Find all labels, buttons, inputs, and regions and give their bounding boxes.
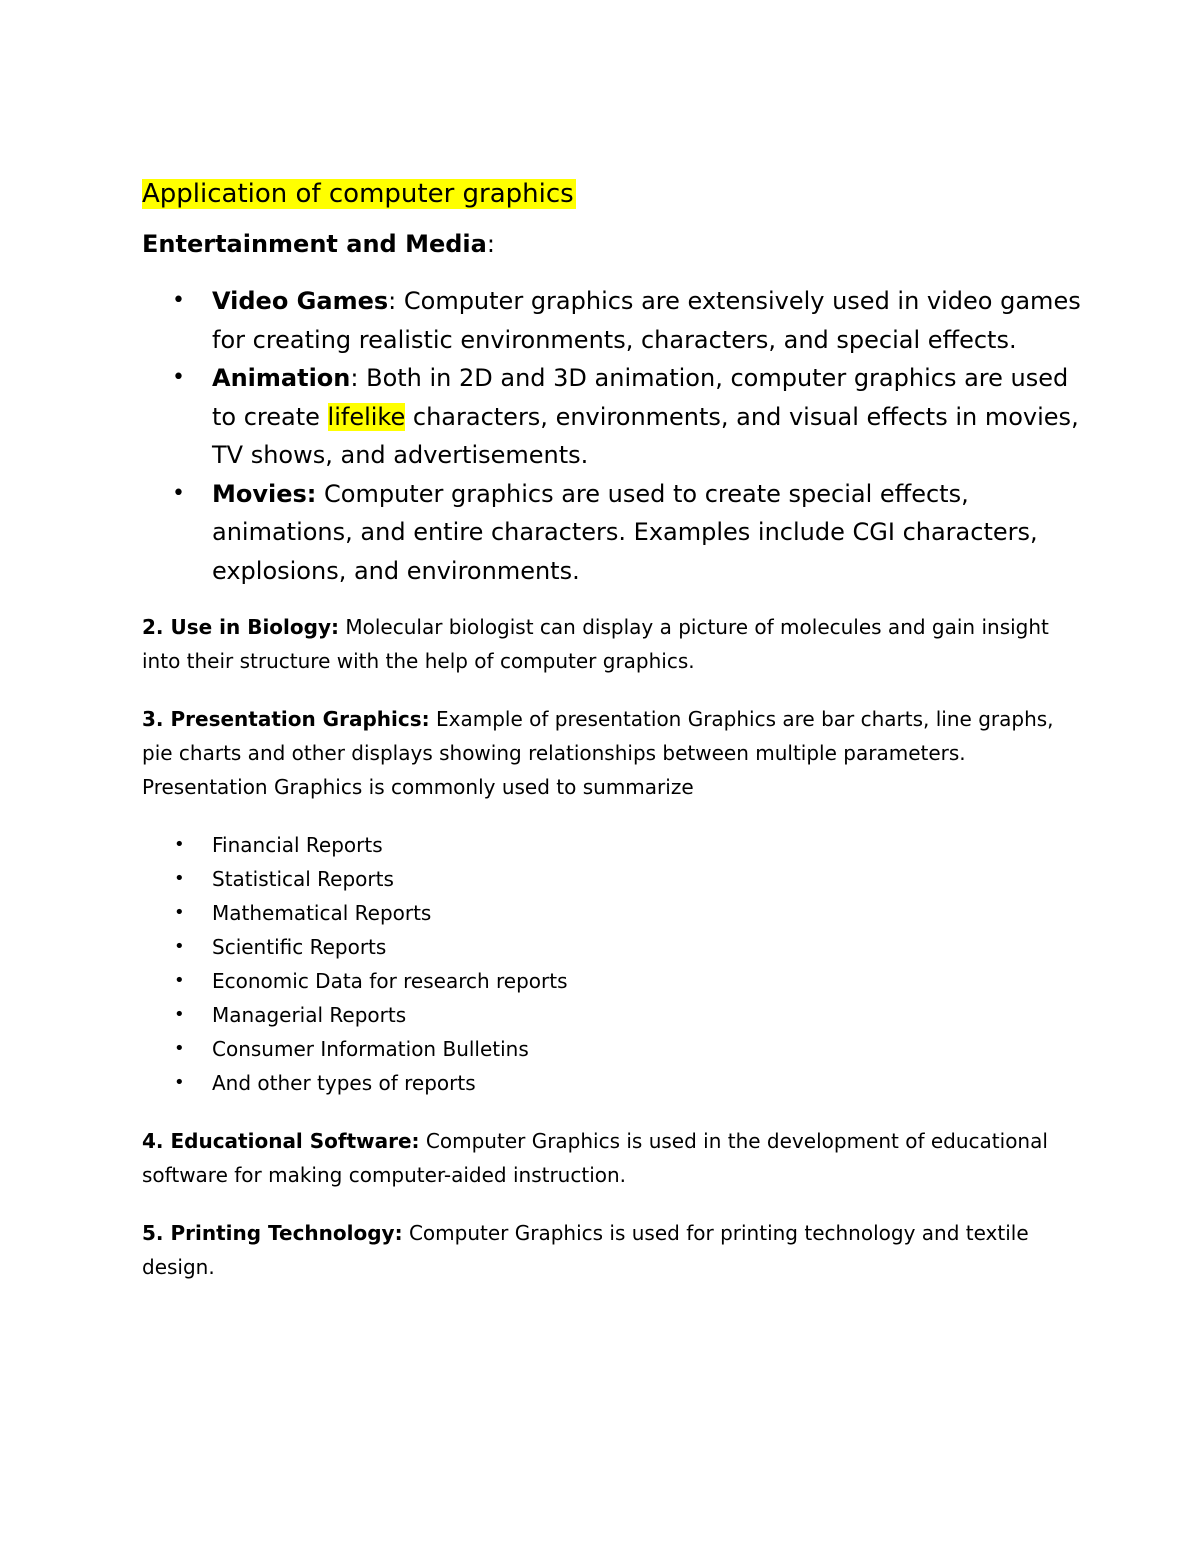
paragraph-label: 4. Educational Software: [142, 1129, 420, 1153]
document-title [142, 172, 1082, 216]
list-item-movies [142, 475, 1082, 591]
list-item: • Scientific Reports [142, 930, 1082, 964]
list-item: • And other types of reports [142, 1066, 1082, 1100]
paragraph-text: Example of presentation Graphics are bar charts, line graphs, pie charts and other displays showing relationships between multiple parameters. Presentation Graphics is commonly used to summarize [142, 707, 1054, 799]
term-sep: : [350, 364, 359, 392]
list-item: • Economic Data for research reports [142, 964, 1082, 998]
term-movies: Movies: [212, 479, 317, 508]
list-item: • Mathematical Reports [142, 896, 1082, 930]
paragraph-text: Computer Graphics is used in the development of educational software for making computer-aided instruction. [142, 1129, 1048, 1187]
paragraph-text: Computer Graphics is used for printing technology and textile design. [142, 1221, 1029, 1279]
item-text: Computer graphics are used to create special effects, animations, and entire characters. Examples include CGI characters, explosions, and environments. [212, 479, 1038, 585]
list-item: • Financial Reports [142, 828, 1082, 862]
document-content [142, 172, 1082, 1308]
entertainment-list [142, 282, 1082, 590]
paragraph-educational-software [142, 1124, 1082, 1192]
paragraph-biology [142, 610, 1082, 678]
term-animation: Animation [212, 364, 351, 392]
list-item: • Statistical Reports [142, 862, 1082, 896]
item-text-before: Both in 2D and 3D animation, computer graphics are used to create [212, 364, 1069, 431]
item-text: Computer graphics are extensively used in video games for creating realistic environments, characters, and special effects. [212, 287, 1081, 354]
term-video-games: Video Games [212, 287, 389, 315]
reports-list [142, 828, 1082, 1100]
title-text: Application of computer graphics [142, 179, 574, 209]
paragraph-label: 3. Presentation Graphics: [142, 707, 430, 731]
section-heading-entertainment [142, 226, 1082, 262]
heading-colon: : [486, 230, 495, 258]
highlighted-word: lifelike [327, 402, 406, 431]
term-sep: : [388, 287, 397, 315]
list-item-animation [142, 359, 1082, 475]
item-text-after: characters, environments, and visual effects in movies, TV shows, and advertisements. [212, 402, 1079, 469]
paragraph-presentation-graphics [142, 702, 1082, 804]
heading-text: Entertainment and Media [142, 230, 487, 258]
list-item: • Managerial Reports [142, 998, 1082, 1032]
paragraph-label: 5. Printing Technology: [142, 1221, 403, 1245]
paragraph-label: 2. Use in Biology: [142, 615, 339, 639]
paragraph-text: Molecular biologist can display a picture of molecules and gain insight into their structure with the help of computer graphics. [142, 615, 1049, 673]
list-item: • Consumer Information Bulletins [142, 1032, 1082, 1066]
paragraph-printing-technology [142, 1216, 1082, 1284]
list-item-video-games [142, 282, 1082, 359]
